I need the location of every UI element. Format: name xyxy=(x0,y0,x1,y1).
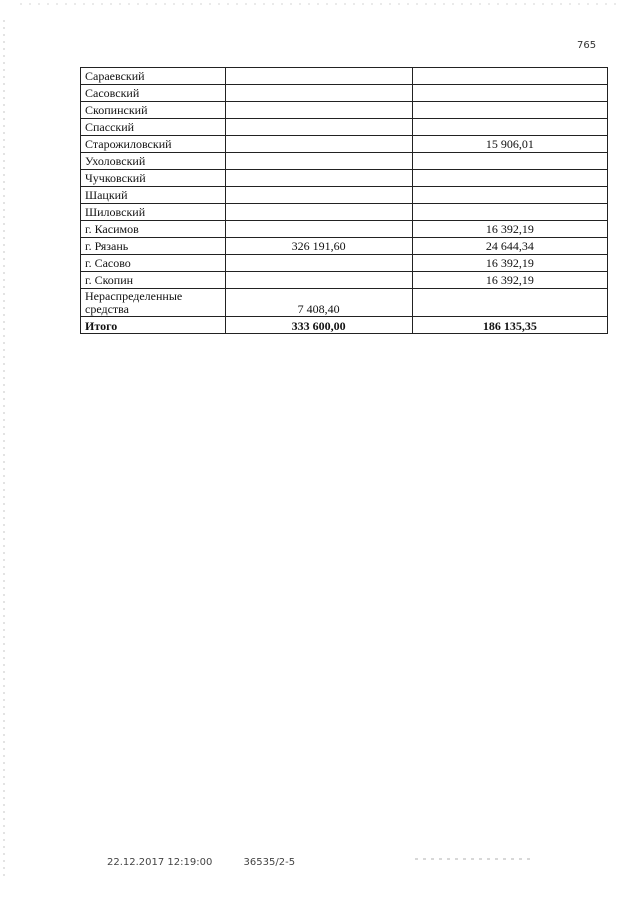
row-name: г. Сасово xyxy=(81,255,226,272)
row-value-col3 xyxy=(412,102,607,119)
table-row xyxy=(81,255,608,272)
row-value-col3 xyxy=(412,289,607,317)
table-row xyxy=(81,68,608,85)
page-number: 765 xyxy=(577,40,597,51)
row-value-col2 xyxy=(225,68,412,85)
row-value-col2: 326 191,60 xyxy=(225,238,412,255)
row-name: Сараевский xyxy=(81,68,226,85)
row-name: Шиловский xyxy=(81,204,226,221)
footer-doc-id: 36535/2-5 xyxy=(243,857,296,868)
table-row xyxy=(81,221,608,238)
table-row xyxy=(81,85,608,102)
table-row xyxy=(81,136,608,153)
row-name: Ухоловский xyxy=(81,153,226,170)
allocation-table xyxy=(80,67,608,334)
table-row xyxy=(81,119,608,136)
row-value-col2: 7 408,40 xyxy=(225,289,412,317)
scan-edge-left xyxy=(3,20,5,880)
row-value-col3 xyxy=(412,170,607,187)
row-value-col2 xyxy=(225,272,412,289)
row-value-col2 xyxy=(225,204,412,221)
table-row xyxy=(81,272,608,289)
row-value-col3: 24 644,34 xyxy=(412,238,607,255)
row-name: г. Касимов xyxy=(81,221,226,238)
row-value-col3: 16 392,19 xyxy=(412,255,607,272)
row-value-col3: 16 392,19 xyxy=(412,221,607,238)
row-value-col2 xyxy=(225,119,412,136)
row-value-col2 xyxy=(225,221,412,238)
table-row xyxy=(81,170,608,187)
total-label: Итого xyxy=(81,317,226,334)
total-value-col2: 333 600,00 xyxy=(225,317,412,334)
row-value-col2 xyxy=(225,187,412,204)
scan-noise-footer xyxy=(415,858,535,860)
row-value-col3 xyxy=(412,85,607,102)
row-name: г. Скопин xyxy=(81,272,226,289)
row-name: Спасский xyxy=(81,119,226,136)
row-value-col3: 15 906,01 xyxy=(412,136,607,153)
table-row xyxy=(81,289,608,317)
table-row xyxy=(81,153,608,170)
row-name: Сасовский xyxy=(81,85,226,102)
row-value-col3 xyxy=(412,119,607,136)
total-value-col3: 186 135,35 xyxy=(412,317,607,334)
row-value-col2 xyxy=(225,102,412,119)
row-value-col3 xyxy=(412,204,607,221)
row-value-col3 xyxy=(412,68,607,85)
row-value-col2 xyxy=(225,153,412,170)
footer-datetime: 22.12.2017 12:19:00 xyxy=(107,857,213,868)
footer-stamp xyxy=(107,857,295,868)
row-name: Нераспределенные средства xyxy=(81,289,226,317)
row-name: Шацкий xyxy=(81,187,226,204)
row-name: Скопинский xyxy=(81,102,226,119)
row-name: Старожиловский xyxy=(81,136,226,153)
row-value-col3 xyxy=(412,187,607,204)
row-value-col2 xyxy=(225,136,412,153)
row-value-col2 xyxy=(225,85,412,102)
row-name: Чучковский xyxy=(81,170,226,187)
table-row xyxy=(81,238,608,255)
total-row xyxy=(81,317,608,334)
table-row xyxy=(81,102,608,119)
scan-edge-top xyxy=(20,3,620,5)
row-value-col2 xyxy=(225,255,412,272)
row-value-col3: 16 392,19 xyxy=(412,272,607,289)
row-value-col3 xyxy=(412,153,607,170)
row-value-col2 xyxy=(225,170,412,187)
row-name: г. Рязань xyxy=(81,238,226,255)
table-row xyxy=(81,204,608,221)
table-row xyxy=(81,187,608,204)
